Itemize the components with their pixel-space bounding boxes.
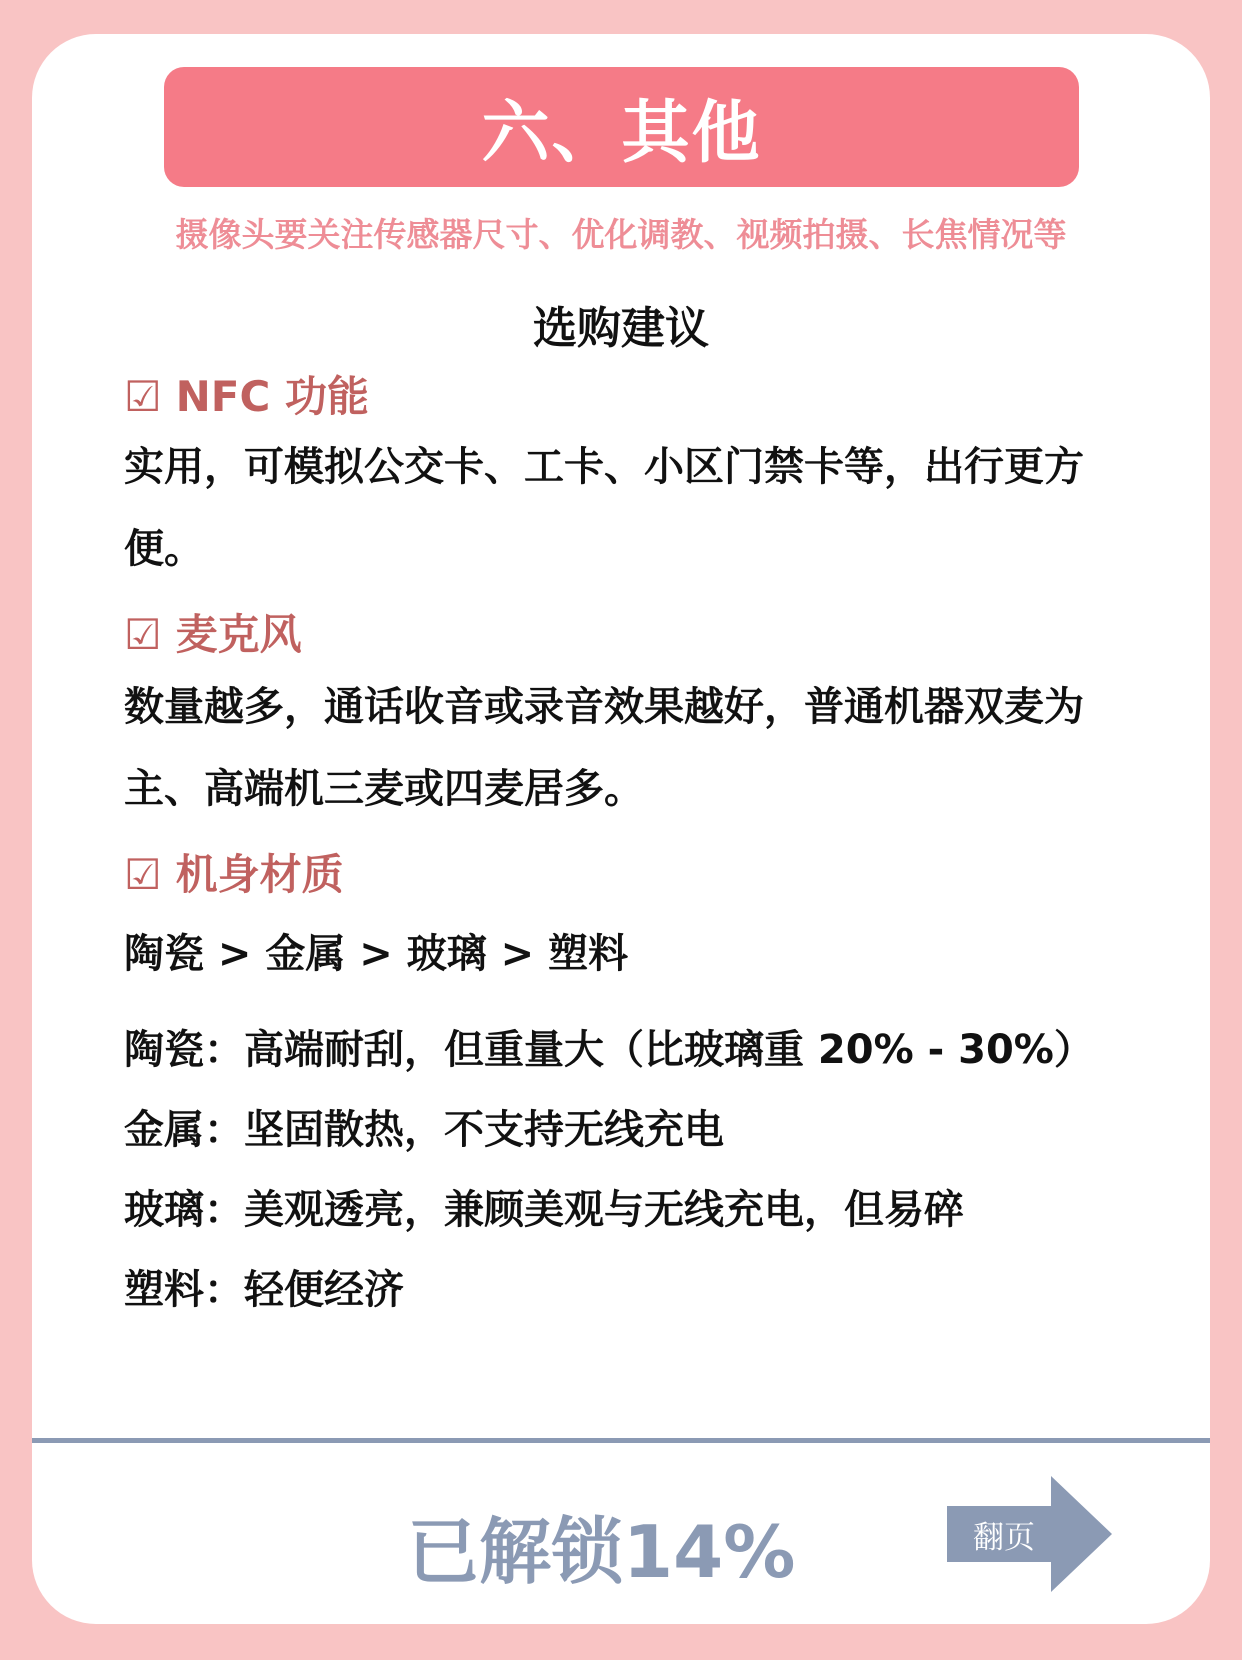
footer-divider bbox=[32, 1438, 1210, 1443]
heading-nfc bbox=[124, 364, 369, 424]
heading-material bbox=[124, 842, 344, 902]
page-subtitle: 摄像头要关注传感器尺寸、优化调教、视频拍摄、长焦情况等 bbox=[175, 215, 1067, 254]
material-detail-plastic: 塑料：轻便经济 bbox=[124, 1267, 404, 1313]
checkbox-icon: ☑ bbox=[124, 610, 162, 659]
section-title: 选购建议 bbox=[533, 303, 709, 354]
material-detail-metal: 金属：坚固散热，不支持无线充电 bbox=[124, 1107, 724, 1153]
nfc-description: 实用，可模拟公交卡、工卡、小区门禁卡等，出行更方便。 bbox=[124, 444, 1084, 572]
unlock-progress: 已解锁14% bbox=[407, 1510, 796, 1594]
page-title: 六、其他 bbox=[481, 93, 762, 173]
heading-nfc-label: NFC 功能 bbox=[175, 372, 369, 421]
heading-microphone bbox=[124, 602, 302, 662]
heading-microphone-label: 麦克风 bbox=[175, 610, 302, 659]
content-card bbox=[32, 34, 1210, 1624]
next-page-label: 翻页 bbox=[973, 1520, 1035, 1556]
material-ranking: 陶瓷 > 金属 > 玻璃 > 塑料 bbox=[124, 931, 629, 977]
microphone-description: 数量越多，通话收音或录音效果越好，普通机器双麦为主、高端机三麦或四麦居多。 bbox=[124, 684, 1084, 812]
next-page-button[interactable] bbox=[947, 1476, 1117, 1592]
material-detail-glass: 玻璃：美观透亮，兼顾美观与无线充电，但易碎 bbox=[124, 1187, 964, 1233]
checkbox-icon: ☑ bbox=[124, 372, 162, 421]
checkbox-icon: ☑ bbox=[124, 850, 162, 899]
title-banner bbox=[164, 67, 1079, 187]
heading-material-label: 机身材质 bbox=[175, 850, 344, 899]
material-detail-ceramic: 陶瓷：高端耐刮，但重量大（比玻璃重 20% - 30%） bbox=[124, 1027, 1094, 1073]
